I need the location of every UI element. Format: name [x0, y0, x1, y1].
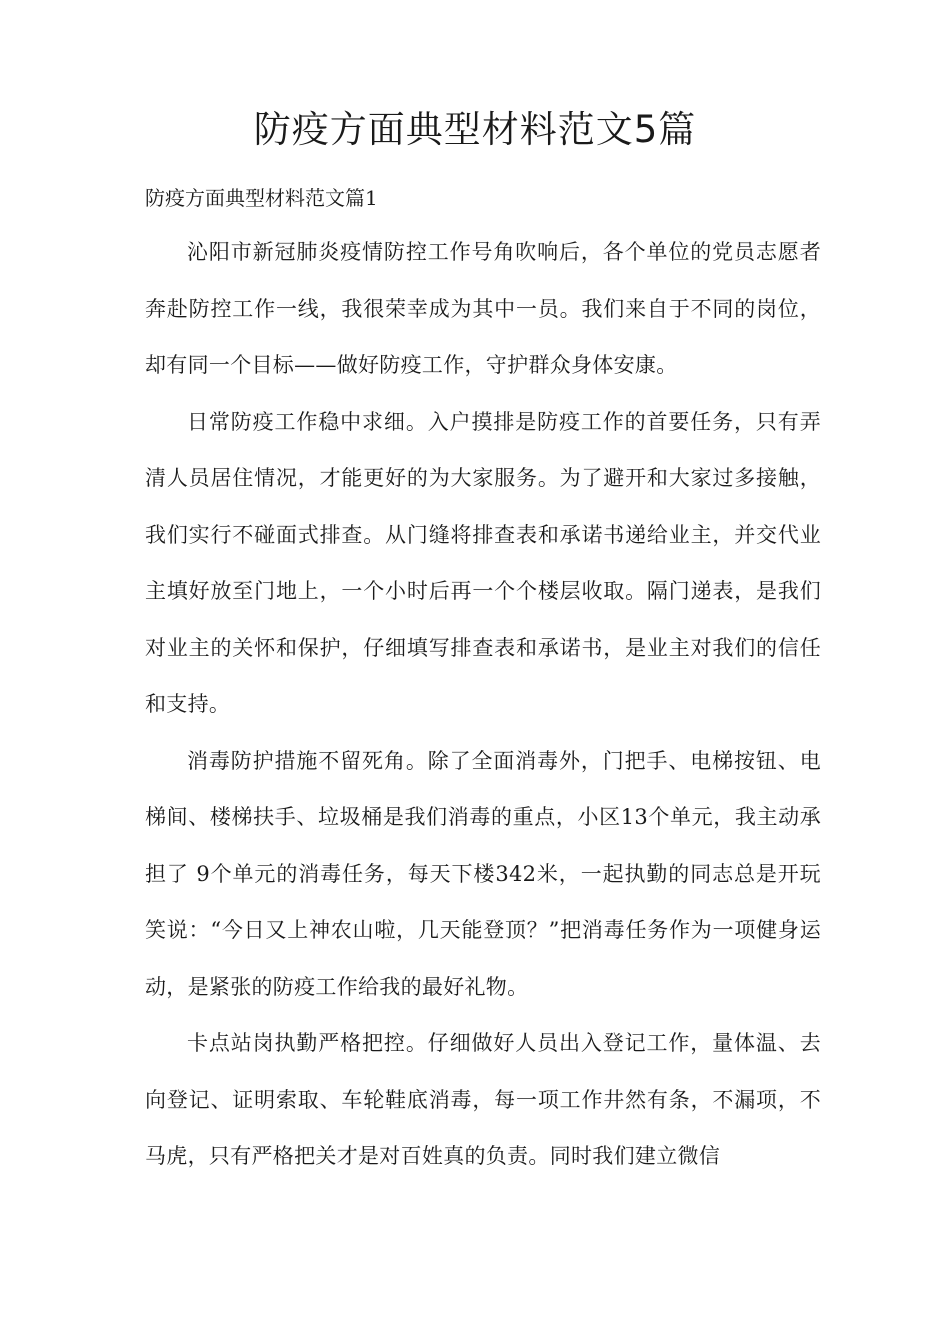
section-heading: 防疫方面典型材料范文篇1: [145, 186, 378, 210]
paragraph: 日常防疫工作稳中求细。入户摸排是防疫工作的首要任务，只有弄清人员居住情况，才能更好的为大家服务。为了避开和大家过多接触，我们实行不碰面式排查。从门缝将排查表和承诺书递给业主，并交代业主填好放至门地上，一个小时后再一个个楼层收取。隔门递表，是我们对业主的关怀和保护，仔细填写排查表和承诺书，是业主对我们的信任和支持。: [145, 409, 821, 716]
paragraph: 沁阳市新冠肺炎疫情防控工作号角吹响后，各个单位的党员志愿者奔赴防控工作一线，我很荣幸成为其中一员。我们来自于不同的岗位，却有同一个目标——做好防疫工作，守护群众身体安康。: [145, 240, 821, 377]
document-title: 防疫方面典型材料范文5篇: [253, 108, 697, 151]
paragraph: 卡点站岗执勤严格把控。仔细做好人员出入登记工作，量体温、去向登记、证明索取、车轮鞋底消毒，每一项工作井然有条，不漏项，不马虎，只有严格把关才是对百姓真的负责。同时我们建立微信: [145, 1031, 821, 1168]
document-body: [145, 224, 821, 1185]
paragraph: 消毒防护措施不留死角。除了全面消毒外，门把手、电梯按钮、电梯间、楼梯扶手、垃圾桶是我们消毒的重点，小区13个单元，我主动承担了 9个单元的消毒任务，每天下楼342米，一起执勤的同志总是开玩笑说：“今日又上神农山啦，几天能登顶？”把消毒任务作为一项健身运动，是紧张的防疫工作给我的最好礼物。: [145, 748, 821, 999]
